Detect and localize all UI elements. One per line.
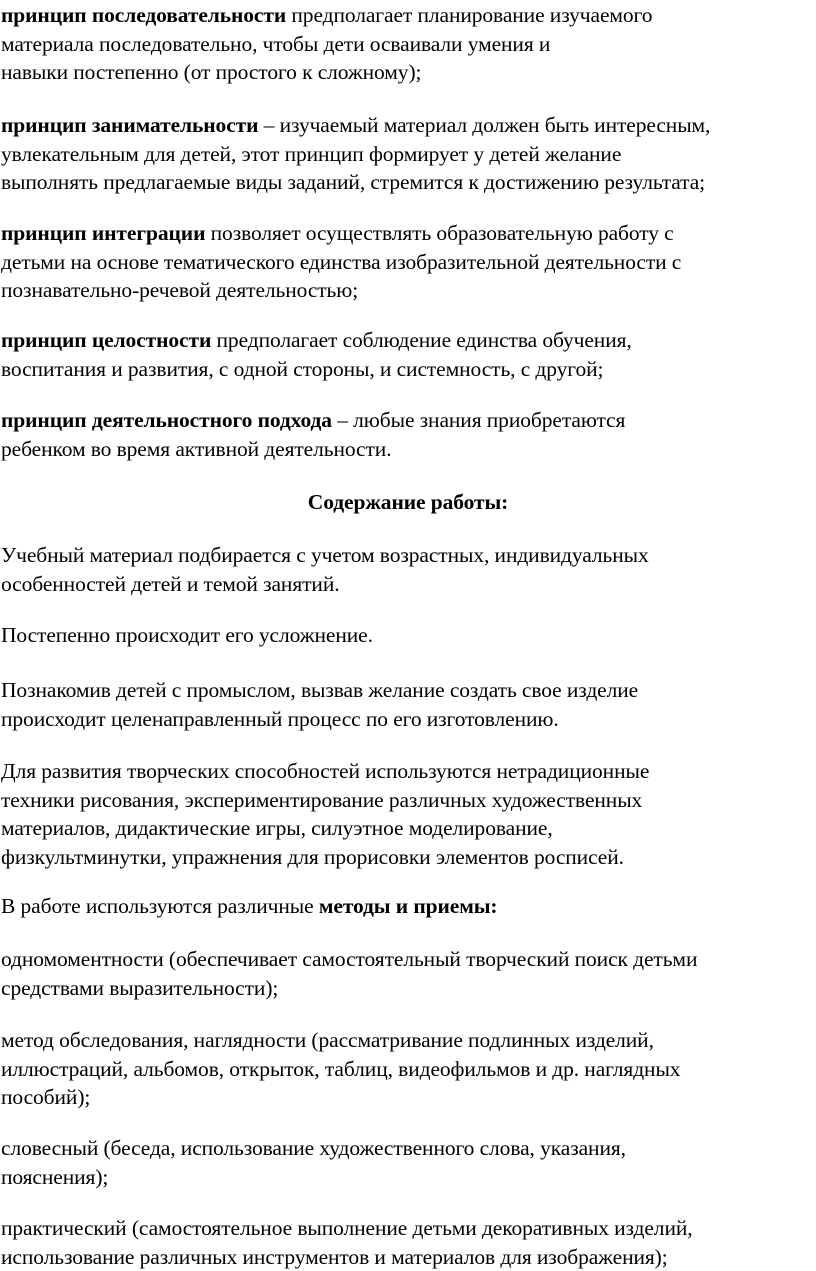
text-line <box>0 488 816 517</box>
text-run: материалов, дидактические игры, силуэтное моделирование, <box>1 816 553 840</box>
text-line <box>1 541 815 570</box>
paragraph-creative-abilities <box>1 757 815 871</box>
paragraph-method-single-moment <box>1 945 815 1002</box>
text-run: познавательно-речевой деятельностью; <box>1 278 359 302</box>
text-line <box>1 570 815 599</box>
text-run: пояснения); <box>1 1164 109 1189</box>
text-line <box>1 1243 815 1271</box>
text-line <box>1 1134 815 1163</box>
text-run: позволяет осуществлять образовательную работу с <box>205 221 674 245</box>
paragraph-gradual-complexity <box>1 621 815 650</box>
text-run: В работе используются различные <box>1 894 319 918</box>
text-run: использование различных инструментов и материалов для изображения); <box>1 1244 668 1269</box>
text-run: детьми на основе тематического единства изобразительной деятельности с <box>1 249 682 274</box>
text-line <box>1 621 815 650</box>
text-run: Учебный материал подбирается с учетом возрастных, индивидуальных <box>1 543 649 567</box>
text-run: выполнять предлагаемые виды заданий, стремится к достижению результата; <box>1 170 706 194</box>
text-line <box>1 168 815 197</box>
text-line <box>1 30 815 59</box>
text-line <box>1 219 815 248</box>
text-line <box>1 326 815 355</box>
text-line <box>1 1214 815 1243</box>
text-run: предполагает соблюдение единства обучения, <box>211 328 632 352</box>
text-line <box>1 974 815 1003</box>
text-line <box>1 843 815 872</box>
text-run: Для развития творческих способностей используются нетрадиционные <box>1 759 650 783</box>
paragraph-principle-engagement <box>1 111 815 197</box>
paragraph-method-observation <box>1 1026 815 1112</box>
text-run: метод обследования, наглядности (рассматривание подлинных изделий, <box>1 1028 654 1052</box>
bold-text-run: принцип интеграции <box>1 221 206 245</box>
text-run: ребенком во время активной деятельности. <box>1 436 392 461</box>
bold-text-run: принцип деятельностного подхода <box>1 408 332 432</box>
paragraph-principle-integrity <box>1 326 815 383</box>
text-run: воспитания и развития, с одной стороны, и системность, с другой; <box>1 356 604 381</box>
text-run: физкультминутки, упражнения для прорисовки элементов росписей. <box>1 844 624 869</box>
paragraph-methods-intro <box>1 892 815 921</box>
text-run: увлекательным для детей, этот принцип формирует у детей желание <box>1 141 622 166</box>
text-run: техники рисования, экспериментирование различных художественных <box>1 787 643 812</box>
text-run: одномоментности (обеспечивает самостоятельный творческий поиск детьми <box>1 947 698 971</box>
paragraph-principle-activity <box>1 406 815 463</box>
paragraph-method-practical <box>1 1214 815 1271</box>
text-line <box>1 111 815 140</box>
text-run: – любые знания приобретаются <box>331 408 626 432</box>
bold-text-run: методы и приемы: <box>318 894 498 918</box>
text-line <box>1 140 815 169</box>
text-line <box>1 945 815 974</box>
text-run: средствами выразительности); <box>1 975 279 1000</box>
text-run: иллюстраций, альбомов, открыток, таблиц, видеофильмов и др. наглядных <box>1 1056 681 1081</box>
text-line <box>1 705 815 734</box>
text-line <box>1 355 815 384</box>
text-run: особенностей детей и темой занятий. <box>1 571 340 596</box>
text-line <box>1 276 815 305</box>
text-run: предполагает планирование изучаемого <box>286 3 653 27</box>
text-run: происходит целенаправленный процесс по его изготовлению. <box>1 706 559 731</box>
text-run: Познакомив детей с промыслом, вызвав желание создать свое изделие <box>1 678 639 702</box>
bold-text-run: принцип занимательности <box>1 113 259 137</box>
text-line <box>1 786 815 815</box>
text-line <box>1 435 815 464</box>
text-run: практический (самостоятельное выполнение детьми декоративных изделий, <box>1 1216 693 1240</box>
text-line <box>1 58 815 87</box>
text-line <box>1 1163 815 1192</box>
paragraph-craft-introduction <box>1 676 815 733</box>
bold-text-run: Содержание работы: <box>307 490 509 514</box>
text-run: словесный (беседа, использование художественного слова, указания, <box>1 1136 626 1160</box>
text-line <box>1 248 815 277</box>
text-line <box>1 676 815 705</box>
text-line <box>1 406 815 435</box>
paragraph-principle-sequence <box>1 1 815 87</box>
text-run: материала последовательно, чтобы дети осваивали умения и <box>1 31 551 56</box>
bold-text-run: принцип последовательности <box>1 3 287 27</box>
text-line <box>1 757 815 786</box>
text-run: навыки постепенно (от простого к сложному); <box>1 60 422 84</box>
text-line <box>1 1055 815 1084</box>
text-run: – изучаемый материал должен быть интересным, <box>258 113 711 137</box>
paragraph-method-verbal <box>1 1134 815 1191</box>
text-line <box>1 814 815 843</box>
section-heading <box>0 488 816 517</box>
text-line <box>1 1 815 30</box>
text-line <box>1 892 815 921</box>
text-run: пособий); <box>1 1085 91 1109</box>
text-run: Постепенно происходит его усложнение. <box>1 623 373 647</box>
paragraph-material-selection <box>1 541 815 598</box>
text-line <box>1 1026 815 1055</box>
bold-text-run: принцип целостности <box>1 328 212 352</box>
text-line <box>1 1083 815 1112</box>
paragraph-principle-integration <box>1 219 815 305</box>
